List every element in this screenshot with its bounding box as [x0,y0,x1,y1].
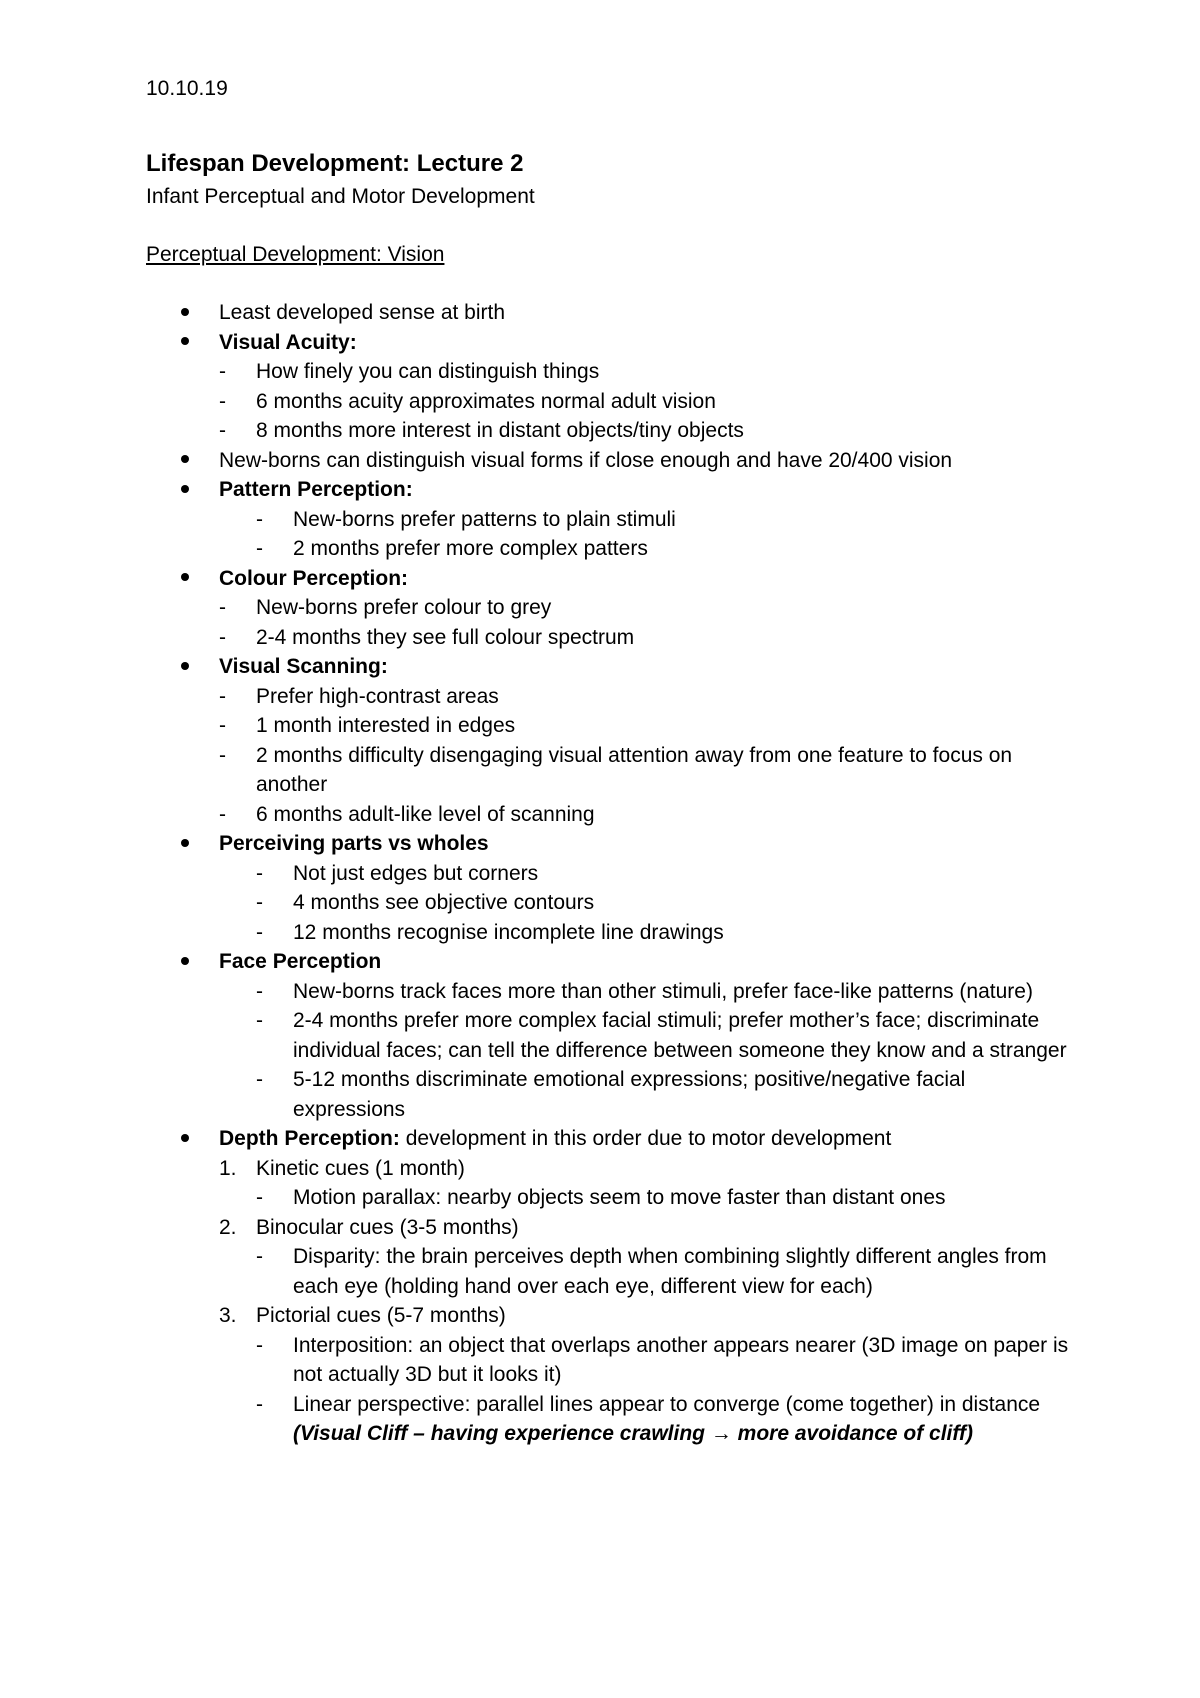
bullet-icon [181,652,189,682]
numbered-item [0,1154,1200,1184]
list-item-heading: Pattern Perception: [219,478,413,501]
dash-marker: - [256,537,263,560]
visual-cliff-start: (Visual Cliff – having experience crawling [293,1422,711,1445]
sub-list-item [0,623,1200,653]
step-number: 2. [219,1215,237,1239]
bullet-icon [181,328,189,358]
list-item-text: New-borns can distinguish visual forms if close enough and have 20/400 vision [219,448,953,472]
sub-list-item-text: 2-4 months prefer more complex facial stimuli; prefer mother’s face; discriminate individual faces; can tell the difference between someone they know and a stranger [293,1009,1067,1062]
visual-cliff-note [0,1419,1200,1449]
dash-marker: - [256,861,263,885]
bullet-icon [181,446,189,476]
notes-list [0,298,1200,1449]
dash-marker: - [256,1068,263,1091]
numbered-item-text: Kinetic cues (1 month) [256,1156,465,1180]
dash-marker: - [219,419,226,442]
list-item [0,947,1200,977]
numbered-item [0,1301,1200,1331]
sub-list-item-text: New-borns prefer colour to grey [256,596,552,619]
sub-list-item [0,505,1200,535]
numbered-item-text: Pictorial cues (5-7 months) [256,1304,506,1327]
dash-marker: - [219,360,226,383]
list-item [0,328,1200,358]
arrow-icon: → [710,1422,732,1445]
sub-list-item [0,534,1200,564]
sub-list-item [0,977,1200,1007]
dash-marker: - [256,979,263,1003]
dash-marker: - [219,714,226,737]
page-subtitle: Infant Perceptual and Motor Development [146,185,535,208]
sub-list-item [0,1006,1200,1065]
sub-list-item [0,1183,1200,1213]
bullet-icon [181,475,189,505]
sub-list-item-text: 8 months more interest in distant objects/tiny objects [256,419,744,442]
sub-list-item-text: Disparity: the brain perceives depth when combining slightly different angles from each eye (holding hand over each eye, different view for each) [293,1245,1047,1298]
list-item-detail: development in this order due to motor development [399,1127,892,1150]
sub-list-item-text: New-borns prefer patterns to plain stimuli [293,507,676,531]
sub-list-item-text: 2-4 months they see full colour spectrum [256,625,635,649]
list-item-text: Least developed sense at birth [219,301,506,324]
step-number: 1. [219,1156,237,1180]
numbered-item-text: Binocular cues (3-5 months) [256,1215,519,1239]
step-number: 3. [219,1304,237,1327]
list-item-heading: Face Perception [219,950,382,973]
sub-list-item-text: 4 months see objective contours [293,891,595,914]
sub-list-item [0,1242,1200,1301]
list-item [0,475,1200,505]
sub-list-item-text: Interposition: an object that overlaps another appears nearer (3D image on paper is not actually 3D but it looks it) [293,1333,1069,1386]
bullet-icon [181,298,189,328]
sub-list-item [0,1331,1200,1390]
bullet-icon [181,1124,189,1154]
list-item [0,1124,1200,1154]
sub-list-item-text: 5-12 months discriminate emotional expressions; positive/negative facial expressions [293,1068,966,1121]
dash-marker: - [219,684,226,708]
list-item [0,652,1200,682]
dash-marker: - [219,625,226,649]
dash-marker: - [256,1392,263,1416]
sub-list-item-text: 6 months adult-like level of scanning [256,802,595,826]
sub-list-item-text: Not just edges but corners [293,861,539,885]
sub-list-item [0,741,1200,800]
sub-list-item-text: Motion parallax: nearby objects seem to move faster than distant ones [293,1186,946,1209]
dash-marker: - [256,920,263,944]
dash-marker: - [256,1245,263,1268]
sub-list-item [0,593,1200,623]
sub-list-item [0,1065,1200,1124]
list-item-heading: Depth Perception: [219,1127,400,1150]
list-item-heading: Visual Acuity: [219,330,357,354]
list-item [0,298,1200,328]
dash-marker: - [256,1333,263,1357]
dash-marker: - [256,1186,263,1209]
bullet-icon [181,829,189,859]
numbered-item [0,1213,1200,1243]
list-item [0,446,1200,476]
sub-list-item [0,711,1200,741]
sub-list-item-text: Linear perspective: parallel lines appear to converge (come together) in distance [293,1392,1041,1416]
sub-list-item [0,387,1200,417]
list-item-heading: Visual Scanning: [219,655,388,678]
dash-marker: - [256,1009,263,1032]
sub-list-item-text: 2 months prefer more complex patters [293,537,648,560]
sub-list-item-text: Prefer high-contrast areas [256,684,499,708]
sub-list-item-text: 1 month interested in edges [256,714,516,737]
list-item-heading: Perceiving parts vs wholes [219,832,489,855]
list-item [0,564,1200,594]
sub-list-item-text: 2 months difficulty disengaging visual attention away from one feature to focus on another [256,743,1013,796]
dash-marker: - [219,743,226,767]
sub-list-item [0,918,1200,948]
sub-list-item [0,1390,1200,1420]
section-heading: Perceptual Development: Vision [146,243,445,266]
list-item [0,829,1200,859]
sub-list-item-text: 6 months acuity approximates normal adult vision [256,389,716,413]
dash-marker: - [256,891,263,914]
sub-list-item [0,888,1200,918]
page-title: Lifespan Development: Lecture 2 [146,150,524,177]
sub-list-item [0,800,1200,830]
sub-list-item-text: 12 months recognise incomplete line drawings [293,920,724,944]
sub-list-item-text: New-borns track faces more than other stimuli, prefer face-like patterns (nature) [293,979,1033,1003]
dash-marker: - [256,507,263,531]
sub-list-item [0,416,1200,446]
list-item-heading: Colour Perception: [219,566,409,590]
list-item-text [219,1124,1070,1154]
dash-marker: - [219,802,226,826]
dash-marker: - [219,389,226,413]
bullet-icon [181,947,189,977]
sub-list-item [0,682,1200,712]
bullet-icon [181,564,189,594]
dash-marker: - [219,596,226,619]
sub-list-item-text: How finely you can distinguish things [256,360,600,383]
visual-cliff-text [293,1419,1070,1449]
sub-list-item [0,859,1200,889]
sub-list-item [0,357,1200,387]
date: 10.10.19 [146,77,228,100]
visual-cliff-end: more avoidance of cliff) [731,1422,973,1445]
